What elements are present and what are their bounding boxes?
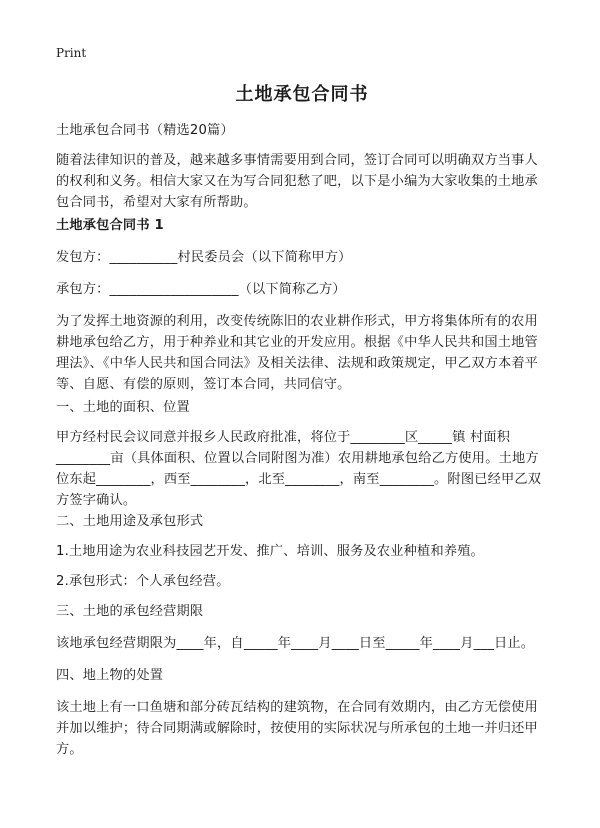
clause1-heading: 一、土地的面积、位置 <box>56 400 190 415</box>
document-title: 土地承包合同书 <box>235 84 369 105</box>
clause2-item2: 2.承包形式：个人承包经营。 <box>56 574 230 589</box>
party-a-line: 发包方：__________村民委员会（以下简称甲方） <box>56 250 352 265</box>
party-b-line: 承包方：___________________（以下简称乙方） <box>56 282 346 297</box>
clause3-body: 该地承包经营期限为____年，自_____年____月____日至_____年____月___日止。 <box>56 636 535 651</box>
clause4-heading: 四、地上物的处置 <box>56 668 164 683</box>
intro-paragraph: 随着法律知识的普及，越来越多事情需要用到合同，签订合同可以明确双方当事人的权利和义务。相信大家又在为写合同犯愁了吧，以下是小编为大家收集的土地承包合同书，希望对大家有所帮助。 <box>56 153 538 210</box>
print-link[interactable]: Print <box>56 46 87 60</box>
document-subtitle: 土地承包合同书（精选20篇） <box>56 123 234 138</box>
clause2-item1: 1.土地用途为农业科技园艺开发、推广、培训、服务及农业种植和养殖。 <box>56 544 484 559</box>
clause1-body: 甲方经村民会议同意并报乡人民政府批准，将位于________区_____镇 村面积________亩（具体面积、位置以合同附图为准）农用耕地承包给乙方使用。土地方位东起________，西至________，北至________，南至________。附图已经甲乙双方签字确认。 <box>56 430 542 508</box>
clause3-heading: 三、土地的承包经营期限 <box>56 604 204 619</box>
clause4-body: 该土地上有一口鱼塘和部分砖瓦结构的建筑物，在合同有效期内，由乙方无偿使用并加以维护；待合同期满或解除时，按使用的实际状况与所承包的土地一并归还甲方。 <box>56 700 538 757</box>
section-title: 土地承包合同书 1 <box>56 218 164 233</box>
purpose-paragraph: 为了发挥土地资源的利用，改变传统陈旧的农业耕作形式，甲方将集体所有的农用耕地承包给乙方，用于种养业和其它业的开发应用。根据《中华人民共和国土地管理法》、《中华人民共和国合同法》及相关法律、法规和政策规定，甲乙双方本着平等、自愿、有偿的原则，签订本合同，共同信守。 <box>56 314 539 392</box>
clause2-heading: 二、土地用途及承包形式 <box>56 514 204 529</box>
